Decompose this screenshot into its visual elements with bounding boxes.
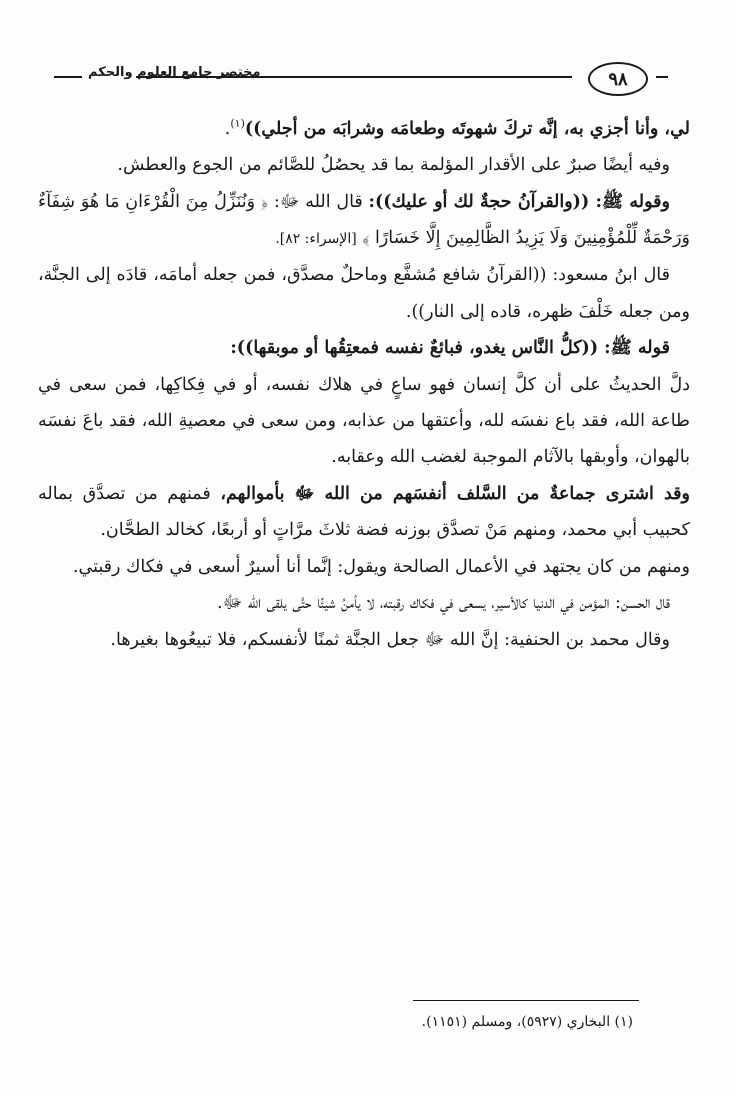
paragraph-ibn-hanafiyya: وقال محمد بن الحنفية: إنَّ الله ﷻ جعل الجنَّة ثمنًا لأنفسكم، فلا تبيعُوها بغيرها. [110,629,670,650]
page-header [28,60,708,94]
running-title: مختصر جامع العلوم والحكم [88,65,261,80]
paragraph-explanation: دلَّ الحديثُ على أن كلَّ إنسان فهو ساعٍ في هلاك نفسه، أو في فِكاكِها، فمن سعى في طاعة الله، فقد باع نفسَه لله، وأعتقها من عذابه، ومن سعى في معصيةِ الله، فقد باعَ نفسَه بالهوان، وأوبقها بالآثام الموجبة لغضب الله وعقابه. [38,374,690,468]
paragraph-hasan: قال الحسن: المؤمن في الدنيا كالأسير، يسعى في فكاك رقبته، لا يأمنُ شيئًا حتَّى يلقى الله ﷻ. [216,593,670,614]
footnote: (١) البخاري (٥٩٢٧)، ومسلم (١١٥١). [421,1014,633,1030]
hadith-text: لي، وأنا أجزي به، إنَّه تركَ شهوتَه وطعامَه وشرابَه من أجلي)) [244,118,690,139]
paragraph-captive: ومنهم من كان يجتهد في الأعمال الصالحة ويقول: إنَّما أنا أسيرٌ أسعى في فكاك رقبتي. [72,556,690,577]
salaf-text: فمنهم من تصدَّق بماله كحبيب أبي محمد، ومنهم مَنْ تصدَّق بوزنه فضة ثلاثَ مرَّاتٍ أو أربعًا، كخالد الطحَّان. [38,483,690,541]
quran-verse: قال الله ﷻ: ﴿ وَنُنَزِّلُ مِنَ الْقُرْءَانِ مَا هُوَ شِفَآءٌ وَرَحْمَةٌ لِّلْمُؤْمِنِينَ وَلَا يَزِيدُ الظَّالِمِينَ إِلَّا خَسَارًا ﴾ [38,191,690,249]
page-number: ٩٨ [588,62,648,96]
verse-reference: [الإسراء: ٨٢]. [275,231,357,248]
salaf-lead: وقد اشترى جماعةٌ من السَّلف أنفسَهم من الله ﷻ بأموالهم، [220,483,690,504]
footnote-marker: (١) [230,117,245,130]
main-text [38,106,690,658]
footnote-rule [413,1000,639,1001]
paragraph-quran-proof [38,184,690,258]
paragraph-hadith-ending: لي، وأنا أجزي به، إنَّه تركَ شهوتَه وطعامَه وشرابَه من أجلي))$^{(١)}$. [224,117,690,139]
paragraph-hadith-people: قوله ﷺ: ((كلُّ النَّاس يغدو، فبائعٌ نفسه فمعتِقُها أو موبقها)): [230,338,670,359]
paragraph-ibn-masud: قال ابنُ مسعود: ((القرآنُ شافع مُشفَّع وماحلٌ مصدَّق، فمن جعله أمامَه، قادَه إلى الجنَّة، ومن جعله خَلْفَ ظهره، قاده إلى النار)). [38,265,690,322]
header-dash-left [54,76,82,78]
hadith-phrase: وقوله ﷺ: ((والقرآنُ حجةٌ لك أو عليك)): [368,191,670,212]
paragraph-patience: وفيه أيضًا صبرٌ على الأقدار المؤلمة بما قد يحصُلُ للصَّائم من الجوع والعطش. [117,155,670,176]
header-dash-right [656,76,668,78]
paragraph-salaf [38,476,690,549]
